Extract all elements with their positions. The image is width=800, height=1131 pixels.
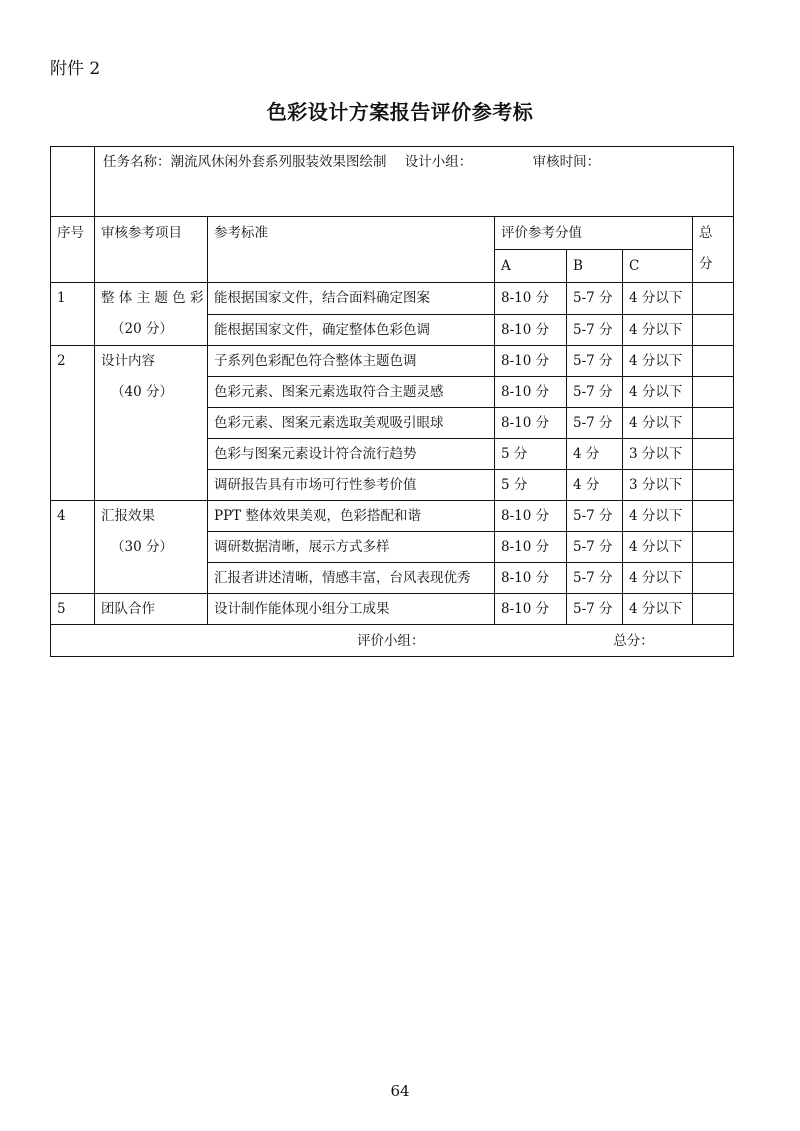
standard-cell: PPT 整体效果美观，色彩搭配和谐 bbox=[208, 501, 495, 532]
total-score-cell bbox=[693, 563, 734, 594]
standard-cell: 调研数据清晰，展示方式多样 bbox=[208, 532, 495, 563]
header-seq: 序号 bbox=[51, 217, 95, 283]
header-total-line-2: 分 bbox=[699, 256, 713, 272]
group-item-name: 汇报效果 bbox=[101, 508, 155, 524]
score-c-cell: 4 分以下 bbox=[623, 314, 693, 346]
standard-cell: 能根据国家文件，确定整体色彩色调 bbox=[208, 314, 495, 346]
score-c-cell: 4 分以下 bbox=[623, 532, 693, 563]
score-b-cell: 4 分 bbox=[567, 439, 623, 470]
total-score-cell bbox=[693, 408, 734, 439]
design-group-label: 设计小组： bbox=[404, 154, 473, 170]
group-item bbox=[95, 501, 208, 594]
group-item bbox=[95, 346, 208, 501]
review-time-label: 审核时间： bbox=[532, 154, 601, 170]
total-score-cell bbox=[693, 532, 734, 563]
document-title: 色彩设计方案报告评价参考标 bbox=[266, 100, 534, 124]
group-seq: 2 bbox=[51, 346, 95, 501]
group-seq: 5 bbox=[51, 594, 95, 625]
score-c-cell: 3 分以下 bbox=[623, 470, 693, 501]
header-grade-b: B bbox=[567, 250, 623, 283]
score-c-cell: 4 分以下 bbox=[623, 346, 693, 377]
score-a-cell: 8-10 分 bbox=[495, 283, 567, 315]
header-total-line-1: 总 bbox=[699, 225, 713, 241]
total-score-cell bbox=[693, 470, 734, 501]
table-row bbox=[51, 283, 734, 315]
score-b-cell: 4 分 bbox=[567, 470, 623, 501]
total-score-cell bbox=[693, 439, 734, 470]
score-c-cell: 4 分以下 bbox=[623, 283, 693, 315]
group-item bbox=[95, 283, 208, 346]
group-item-name: 设计内容 bbox=[101, 353, 155, 369]
total-score-cell bbox=[693, 314, 734, 346]
page-number: 64 bbox=[390, 1082, 410, 1100]
total-score-cell bbox=[693, 594, 734, 625]
header-score-ref: 评价参考分值 bbox=[495, 217, 693, 250]
score-a-cell: 5 分 bbox=[495, 470, 567, 501]
group-item-name: 整 体 主 题 色 彩 bbox=[101, 290, 204, 306]
attachment-label: 附件 2 bbox=[50, 59, 101, 79]
task-row bbox=[51, 147, 734, 217]
score-a-cell: 8-10 分 bbox=[495, 501, 567, 532]
score-b-cell: 5-7 分 bbox=[567, 283, 623, 315]
total-score-cell bbox=[693, 377, 734, 408]
group-item-points: （20 分） bbox=[111, 321, 173, 337]
total-score-cell bbox=[693, 283, 734, 315]
score-b-cell: 5-7 分 bbox=[567, 594, 623, 625]
group-seq: 4 bbox=[51, 501, 95, 594]
group-item-points: （30 分） bbox=[111, 539, 173, 555]
header-grade-c: C bbox=[623, 250, 693, 283]
evaluation-table bbox=[50, 146, 734, 657]
footer-row bbox=[51, 625, 734, 657]
score-c-cell: 4 分以下 bbox=[623, 377, 693, 408]
task-row-blank-cell bbox=[51, 147, 95, 217]
score-b-cell: 5-7 分 bbox=[567, 532, 623, 563]
task-info-cell bbox=[95, 147, 734, 217]
score-a-cell: 8-10 分 bbox=[495, 314, 567, 346]
standard-cell: 调研报告具有市场可行性参考价值 bbox=[208, 470, 495, 501]
score-a-cell: 8-10 分 bbox=[495, 377, 567, 408]
header-standard: 参考标准 bbox=[208, 217, 495, 283]
score-a-cell: 5 分 bbox=[495, 439, 567, 470]
header-grade-a: A bbox=[495, 250, 567, 283]
group-item-name: 团队合作 bbox=[95, 594, 208, 625]
group-item-points: （40 分） bbox=[111, 384, 173, 400]
score-b-cell: 5-7 分 bbox=[567, 377, 623, 408]
standard-cell: 色彩元素、图案元素选取符合主题灵感 bbox=[208, 377, 495, 408]
standard-cell: 汇报者讲述清晰，情感丰富，台风表现优秀 bbox=[208, 563, 495, 594]
score-a-cell: 8-10 分 bbox=[495, 594, 567, 625]
score-c-cell: 4 分以下 bbox=[623, 501, 693, 532]
score-a-cell: 8-10 分 bbox=[495, 408, 567, 439]
score-c-cell: 4 分以下 bbox=[623, 408, 693, 439]
table-row bbox=[51, 346, 734, 377]
score-c-cell: 4 分以下 bbox=[623, 563, 693, 594]
score-b-cell: 5-7 分 bbox=[567, 408, 623, 439]
score-b-cell: 5-7 分 bbox=[567, 563, 623, 594]
total-score-label: 总分： bbox=[613, 632, 654, 649]
standard-cell: 能根据国家文件，结合面料确定图案 bbox=[208, 283, 495, 315]
group-seq: 1 bbox=[51, 283, 95, 346]
table-row bbox=[51, 501, 734, 532]
header-item: 审核参考项目 bbox=[95, 217, 208, 283]
total-score-cell bbox=[693, 501, 734, 532]
standard-cell: 子系列色彩配色符合整体主题色调 bbox=[208, 346, 495, 377]
table-row bbox=[51, 594, 734, 625]
score-a-cell: 8-10 分 bbox=[495, 346, 567, 377]
score-c-cell: 3 分以下 bbox=[623, 439, 693, 470]
header-total bbox=[693, 217, 734, 283]
standard-cell: 色彩与图案元素设计符合流行趋势 bbox=[208, 439, 495, 470]
score-b-cell: 5-7 分 bbox=[567, 346, 623, 377]
footer-cell bbox=[51, 625, 734, 657]
score-b-cell: 5-7 分 bbox=[567, 314, 623, 346]
score-b-cell: 5-7 分 bbox=[567, 501, 623, 532]
score-a-cell: 8-10 分 bbox=[495, 532, 567, 563]
standard-cell: 设计制作能体现小组分工成果 bbox=[208, 594, 495, 625]
evaluation-group-label: 评价小组： bbox=[357, 632, 425, 649]
standard-cell: 色彩元素、图案元素选取美观吸引眼球 bbox=[208, 408, 495, 439]
score-c-cell: 4 分以下 bbox=[623, 594, 693, 625]
task-name: 任务名称：潮流风休闲外套系列服装效果图绘制 bbox=[103, 154, 387, 170]
header-row bbox=[51, 217, 734, 250]
total-score-cell bbox=[693, 346, 734, 377]
score-a-cell: 8-10 分 bbox=[495, 563, 567, 594]
